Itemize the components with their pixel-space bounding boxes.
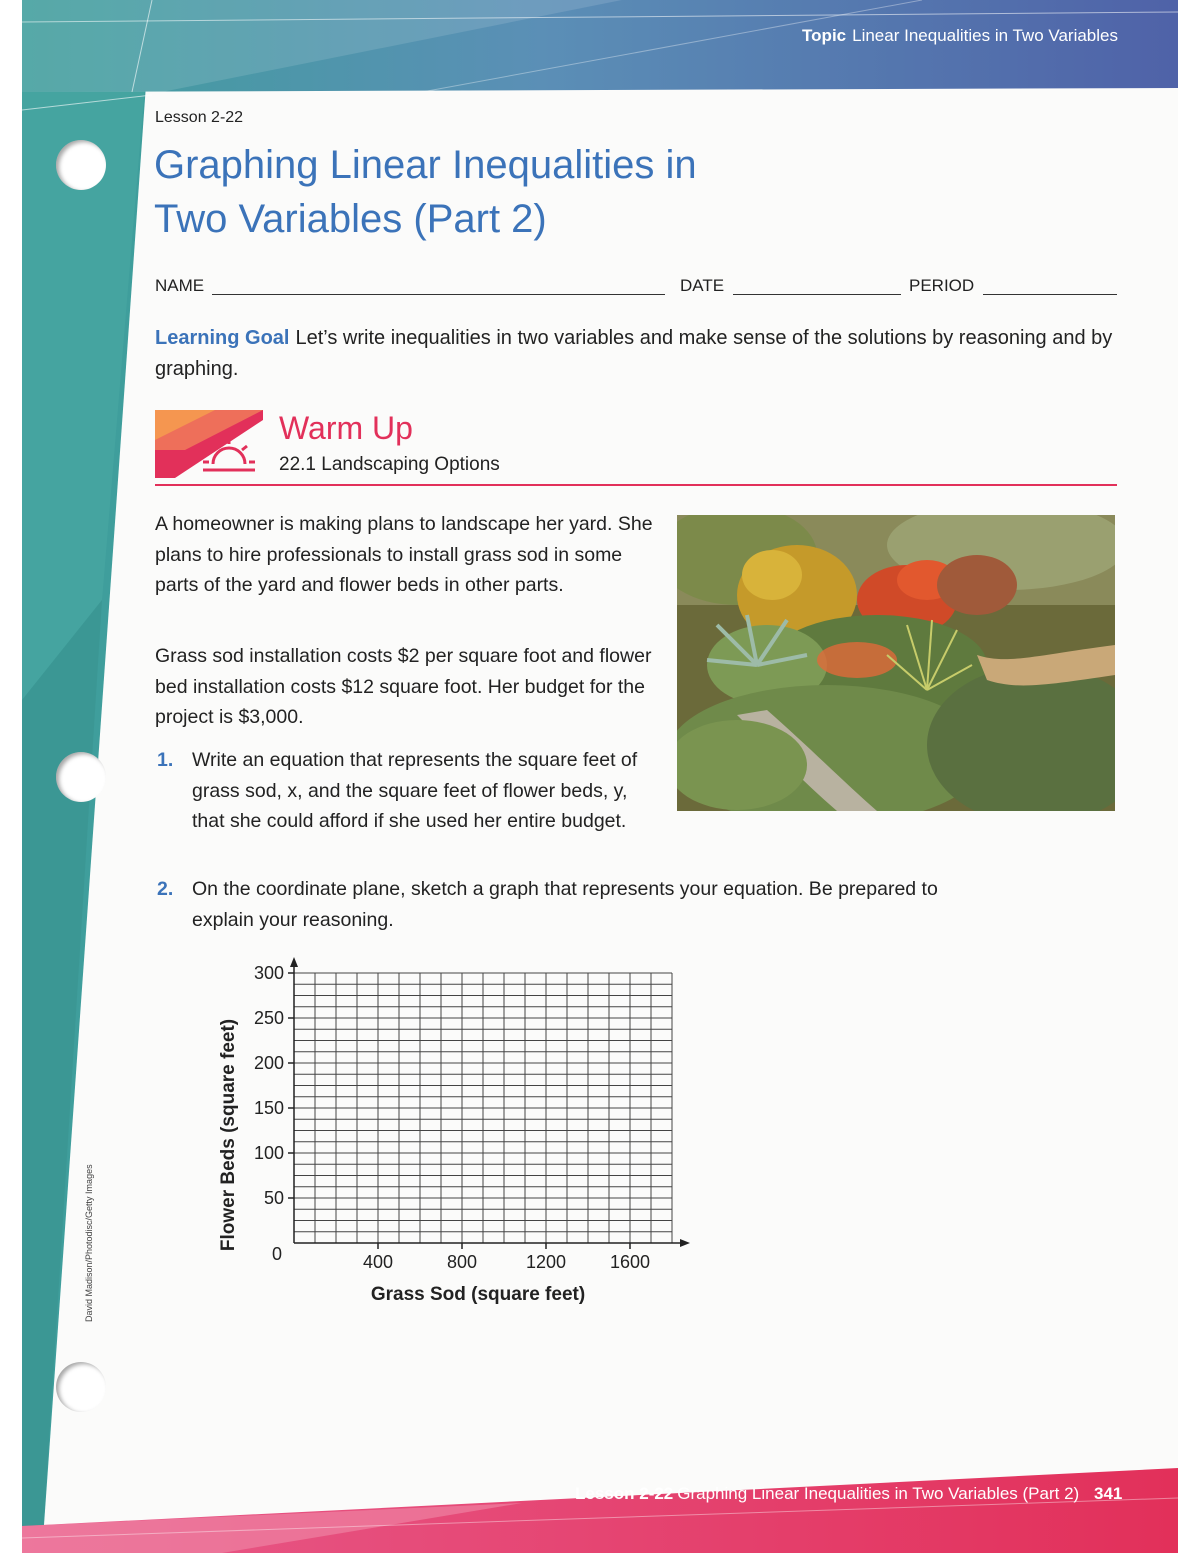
bottom-banner (22, 1468, 1178, 1553)
binder-hole-bottom (56, 1362, 106, 1412)
y-axis-arrow (290, 957, 298, 967)
origin-label: 0 (271, 1244, 283, 1264)
footer-lesson-label: Lesson 2-22 (575, 1484, 674, 1503)
y-tick-label: 250 (253, 1008, 284, 1028)
question-1-text: Write an equation that represents the square feet of grass sod, x, and the square feet of flower beds, y, that she could afford if she used her entire budget. (192, 749, 638, 832)
question-2-number: 2. (157, 878, 174, 900)
learning-goal-label: Learning Goal (155, 327, 290, 349)
scenario-paragraph-2: Grass sod installation costs $2 per square foot and flower bed installation costs $12 square foot. Her budget for the project is $3,000. (155, 645, 652, 728)
sunrise-icon (155, 410, 263, 478)
top-banner (22, 0, 1178, 92)
scenario-paragraph-1: A homeowner is making plans to landscape her yard. She plans to hire professionals to install grass sod in some parts of the yard and flower beds in other parts. (155, 513, 653, 596)
topic-header (802, 26, 1118, 46)
question-2-text: On the coordinate plane, sketch a graph that represents your equation. Be prepared to explain your reasoning. (192, 878, 938, 931)
question-1-number: 1. (157, 749, 174, 771)
title-line-2: Two Variables (Part 2) (154, 197, 547, 241)
y-tick-label: 100 (253, 1143, 284, 1163)
topic-title: Linear Inequalities in Two Variables (852, 26, 1118, 45)
binder-hole-middle (56, 752, 106, 802)
warm-up-subtitle: 22.1 Landscaping Options (279, 454, 500, 475)
x-tick-labels (363, 1243, 650, 1272)
period-label: PERIOD (909, 276, 975, 295)
title-line-1: Graphing Linear Inequalities in (154, 143, 697, 187)
name-field-line[interactable] (212, 294, 665, 295)
page-number: 341 (1094, 1484, 1123, 1503)
garden-photo (677, 515, 1115, 811)
question-2 (157, 874, 982, 935)
footer-lesson (575, 1484, 1079, 1504)
question-1 (157, 745, 642, 837)
date-label: DATE (680, 276, 725, 295)
warm-up-section-header (155, 410, 1117, 490)
student-info-row (155, 276, 1117, 300)
x-tick-label: 800 (446, 1252, 478, 1272)
learning-goal-text: Let’s write inequalities in two variables and make sense of the solutions by reasoning and by graphing. (155, 327, 1113, 380)
period-field-line[interactable] (983, 294, 1117, 295)
footer-lesson-title: Graphing Linear Inequalities in Two Variables (Part 2) (677, 1484, 1080, 1503)
y-tick-label: 200 (253, 1053, 284, 1073)
x-tick-label: 1600 (609, 1252, 651, 1272)
x-axis-title: Grass Sod (square feet) (370, 1284, 586, 1305)
y-tick-label: 50 (263, 1188, 284, 1208)
date-field-line[interactable] (733, 294, 901, 295)
x-axis-arrow (680, 1239, 690, 1247)
grid-lines (294, 973, 672, 1243)
y-tick-label: 300 (253, 963, 284, 983)
x-tick-label: 400 (362, 1252, 394, 1272)
y-axis-title: Flower Beds (square feet) (218, 1018, 239, 1252)
page-title (154, 138, 854, 246)
warm-up-title: Warm Up (279, 410, 413, 446)
worksheet-page (22, 0, 1178, 1553)
binder-hole-top (56, 140, 106, 190)
name-label: NAME (155, 276, 205, 295)
coordinate-plane[interactable] (192, 955, 692, 1315)
lesson-label: Lesson 2-22 (155, 109, 244, 126)
y-tick-labels (254, 963, 294, 1208)
topic-label: Topic (802, 26, 847, 45)
x-tick-label: 1200 (525, 1252, 567, 1272)
photo-credit: David Madison/Photodisc/Getty Images (84, 1164, 94, 1322)
learning-goal (155, 323, 1117, 385)
section-divider (155, 484, 1117, 486)
y-tick-label: 150 (253, 1098, 284, 1118)
